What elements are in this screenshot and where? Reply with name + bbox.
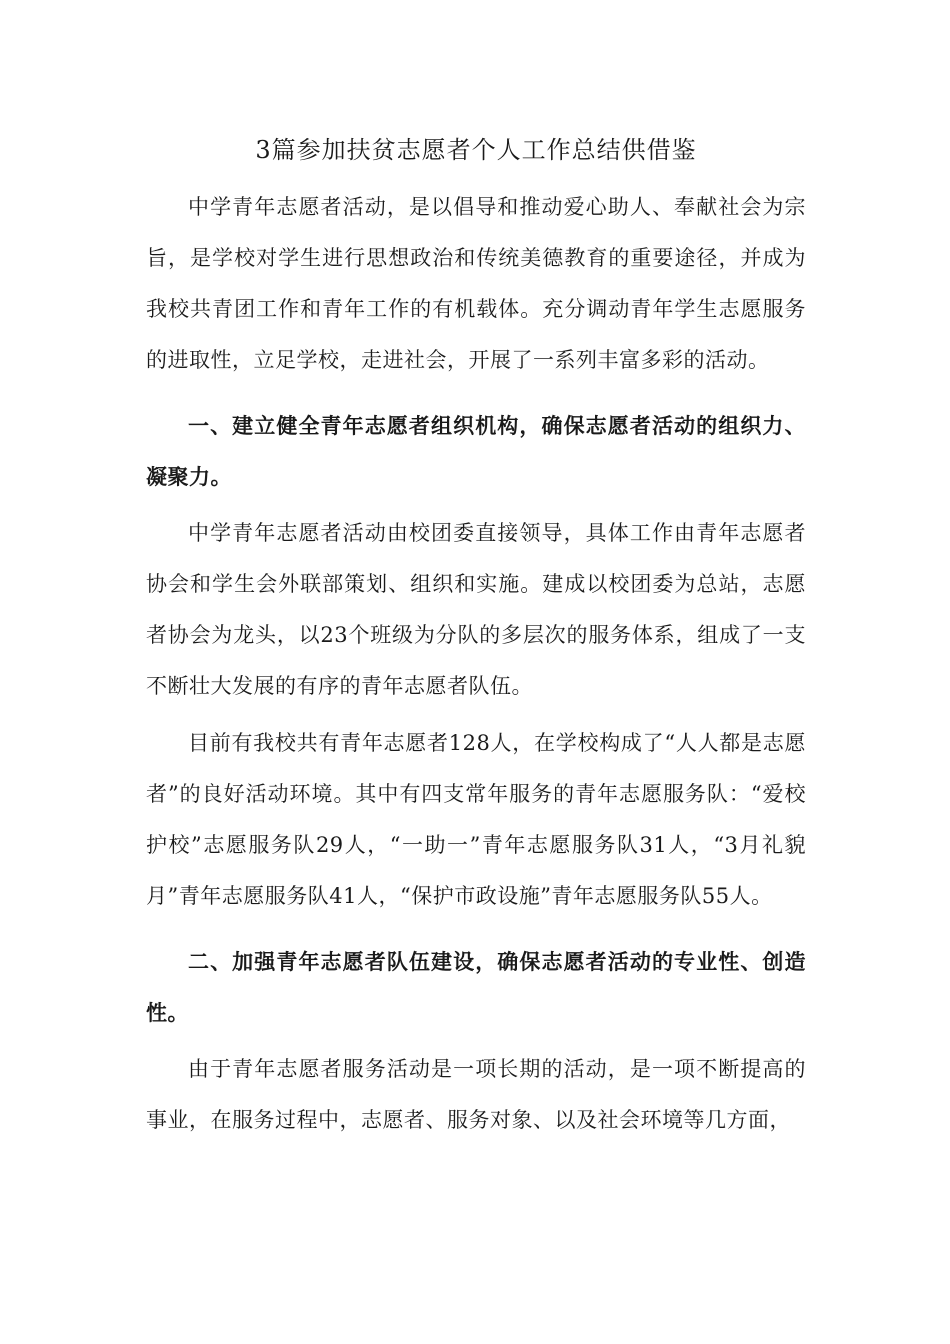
- document-page: [146, 130, 806, 1146]
- intro-paragraph: 中学青年志愿者活动，是以倡导和推动爱心助人、奉献社会为宗旨，是学校对学生进行思想政治和传统美德教育的重要途径，并成为我校共青团工作和青年工作的有机载体。充分调动青年学生志愿服务的进取性，立足学校，走进社会，开展了一系列丰富多彩的活动。: [146, 195, 806, 372]
- body-paragraph: 目前有我校共有青年志愿者128人，在学校构成了“人人都是志愿者”的良好活动环境。其中有四支常年服务的青年志愿服务队：“爱校护校”志愿服务队29人，“一助一”青年志愿服务队31人，“3月礼貌月”青年志愿服务队41人，“保护市政设施”青年志愿服务队55人。: [146, 731, 806, 908]
- spacer: [146, 922, 806, 928]
- section-heading-1: 一、建立健全青年志愿者组织机构，确保志愿者活动的组织力、凝聚力。: [146, 413, 806, 489]
- body-paragraph: 中学青年志愿者活动由校团委直接领导，具体工作由青年志愿者协会和学生会外联部策划、组织和实施。建成以校团委为总站，志愿者协会为龙头，以23个班级为分队的多层次的服务体系，组成了一支不断壮大发展的有序的青年志愿者队伍。: [146, 521, 806, 698]
- body-paragraph: 由于青年志愿者服务活动是一项长期的活动，是一项不断提高的事业，在服务过程中，志愿者、服务对象、以及社会环境等几方面，: [146, 1057, 806, 1132]
- spacer: [146, 386, 806, 392]
- document-title: 3篇参加扶贫志愿者个人工作总结供借鉴: [255, 136, 697, 164]
- section-heading-2: 二、加强青年志愿者队伍建设，确保志愿者活动的专业性、创造性。: [146, 949, 806, 1025]
